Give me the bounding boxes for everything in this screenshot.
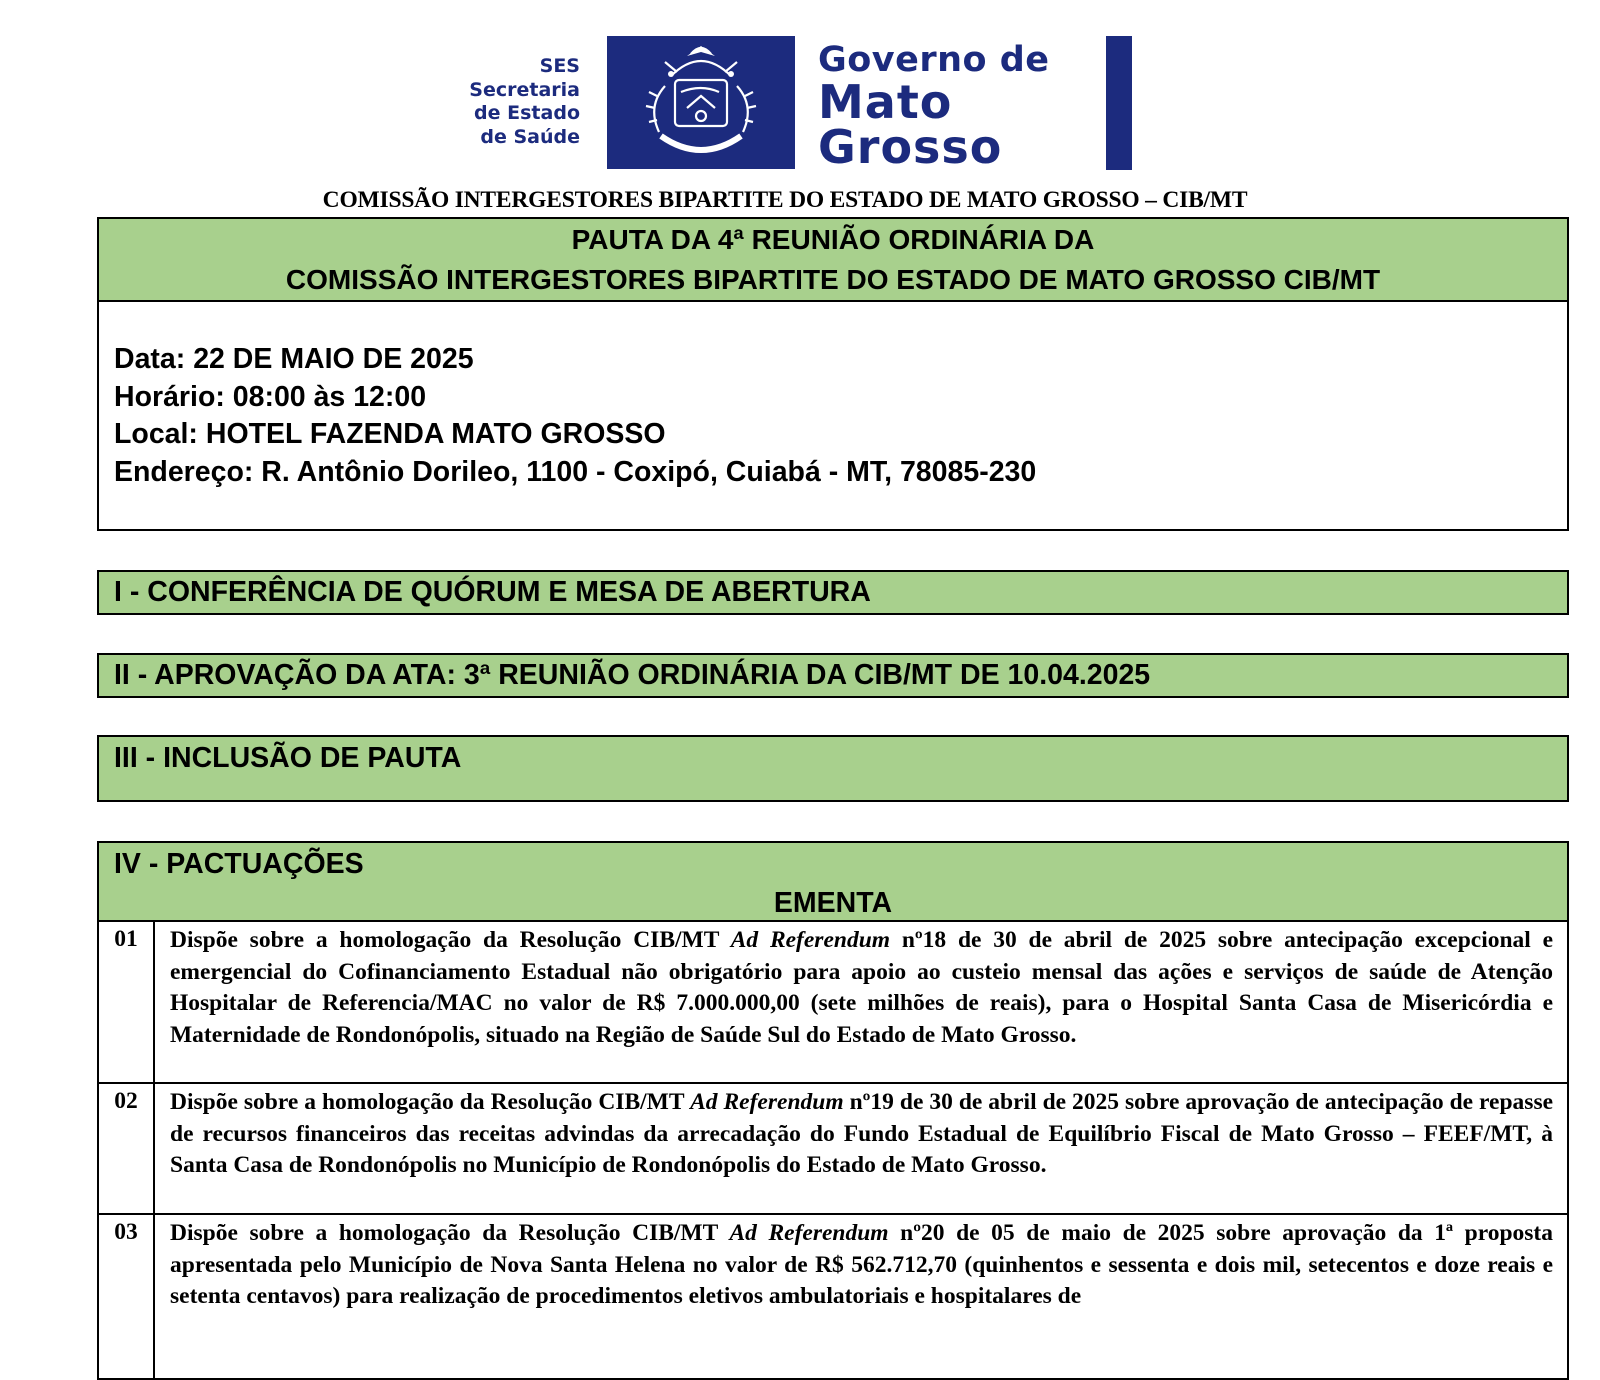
item-text-post: nº19 de 30 de abril de 2025 sobre aprovação de antecipação de repasse de recursos financeiros das receitas advindas da arrecadação do Fundo Estadual de Equilíbrio Fiscal de Mato Grosso – FEEF/MT, à Santa Casa de Rondonópolis no Município de Rondonópolis do Estado de Mato Grosso.	[170, 1089, 1554, 1178]
commission-heading: COMISSÃO INTERGESTORES BIPARTITE DO ESTADO DE MATO GROSSO – CIB/MT	[322, 187, 1248, 213]
gov-line: Mato	[818, 75, 953, 129]
item-number: 03	[98, 1214, 154, 1379]
ses-line: de Saúde	[480, 125, 580, 148]
item-text	[154, 921, 1568, 1083]
section-pactuacoes: IV - PACTUAÇÕES	[97, 841, 1569, 888]
ses-line: de Estado	[474, 102, 580, 124]
item-text	[154, 1083, 1568, 1214]
ementa-header: EMENTA	[97, 886, 1569, 922]
place-row	[114, 416, 1036, 454]
table-row	[98, 921, 1568, 1083]
coat-of-arms-icon	[607, 36, 795, 169]
ses-line: SES	[539, 55, 580, 77]
governo-logo-text	[818, 40, 1050, 174]
section-quorum: I - CONFERÊNCIA DE QUÓRUM E MESA DE ABERTURA	[97, 570, 1569, 615]
address-row	[114, 454, 1036, 492]
item-text-post: nº20 de 05 de maio de 2025 sobre aprovação da 1ª proposta apresentada pelo Município de Nova Santa Helena no valor de R$ 562.712,70 (quinhentos e sessenta e dois mil, setecentos e doze reais e setenta centavos) para realização de procedimentos eletivos ambulatoriais e hospitalares de	[170, 1220, 1554, 1309]
place-label: Local:	[114, 418, 198, 450]
place-value: HOTEL FAZENDA MATO GROSSO	[205, 418, 666, 450]
date-value: 22 DE MAIO DE 2025	[193, 343, 474, 375]
item-text-italic: Ad Referendum	[730, 927, 891, 953]
ementa-table	[97, 920, 1569, 1380]
item-text-pre: Dispõe sobre a homologação da Resolução CIB/MT	[170, 927, 719, 953]
item-text	[154, 1214, 1568, 1379]
item-number: 01	[98, 921, 154, 1083]
table-row	[98, 1083, 1568, 1214]
item-text-italic: Ad Referendum	[690, 1089, 844, 1115]
ses-logo-text	[440, 55, 580, 149]
meeting-info	[114, 341, 1036, 491]
gov-line: Governo de	[818, 40, 1050, 80]
pauta-title-line2: COMISSÃO INTERGESTORES BIPARTITE DO ESTADO DE MATO GROSSO CIB/MT	[285, 264, 1381, 295]
meeting-info-box	[97, 302, 1569, 531]
pauta-title-line1: PAUTA DA 4ª REUNIÃO ORDINÁRIA DA	[571, 224, 1095, 255]
time-row	[114, 379, 1036, 417]
address-value: R. Antônio Dorileo, 1100 - Coxipó, Cuiabá - MT, 78085-230	[261, 455, 1037, 488]
ses-line: Secretaria	[469, 78, 580, 101]
time-value: 08:00 às 12:00	[232, 380, 427, 413]
item-text-pre: Dispõe sobre a homologação da Resolução CIB/MT	[170, 1220, 718, 1246]
address-label: Endereço:	[114, 455, 254, 488]
table-row	[98, 1214, 1568, 1379]
item-text-post: nº18 de 30 de abril de 2025 sobre antecipação excepcional e emergencial do Cofinanciamento Estadual não obrigatório para apoio ao custeio mensal das ações e serviços de saúde de Atenção Hospitalar de Referencia/MAC no valor de R$ 7.000.000,00 (sete milhões de reais), para o Hospital Santa Casa de Misericórdia e Maternidade de Rondonópolis, situado na Região de Saúde Sul do Estado de Mato Grosso.	[170, 927, 1554, 1048]
section-ata: II - APROVAÇÃO DA ATA: 3ª REUNIÃO ORDINÁRIA DA CIB/MT DE 10.04.2025	[97, 653, 1569, 698]
gov-line: Grosso	[818, 120, 1003, 174]
section-inclusao: III - INCLUSÃO DE PAUTA	[97, 735, 1569, 802]
item-text-italic: Ad Referendum	[729, 1220, 889, 1246]
time-label: Horário:	[114, 380, 225, 413]
date-row	[114, 341, 1036, 379]
item-text-pre: Dispõe sobre a homologação da Resolução CIB/MT	[170, 1089, 685, 1115]
logo-bar	[1106, 36, 1132, 170]
date-label: Data:	[114, 343, 186, 375]
pauta-title-box	[97, 217, 1569, 302]
item-number: 02	[98, 1083, 154, 1214]
